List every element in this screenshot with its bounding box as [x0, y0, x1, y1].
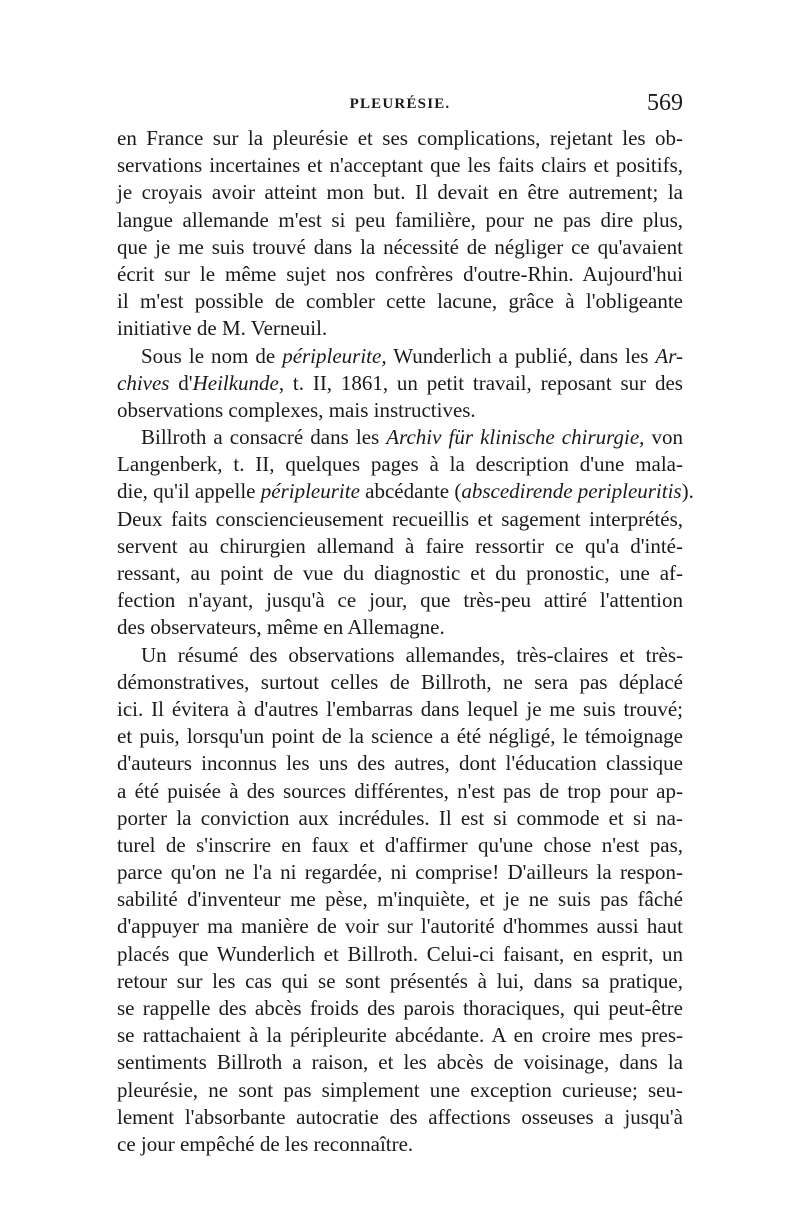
italic-title: Archiv für klinische chirurgie,	[386, 425, 645, 450]
text-line: parce qu'on ne l'a ni regardée, ni comprise! D'ailleurs la respon-	[117, 860, 683, 885]
text-line: je croyais avoir atteint mon but. Il devait en être autrement; la	[117, 180, 683, 205]
body-text	[117, 125, 694, 1158]
text-run: d'	[169, 370, 193, 395]
text-line: en France sur la pleurésie et ses complications, rejetant les ob-	[117, 126, 683, 150]
text-line	[117, 424, 683, 451]
running-head	[117, 90, 683, 122]
text-line: placés que Wunderlich et Billroth. Celui-ci faisant, en esprit, un	[117, 941, 683, 966]
text-line: servations incertaines et n'acceptant que les faits clairs et positifs,	[117, 153, 683, 178]
text-run: die, qu'il appelle	[117, 479, 261, 504]
text-line: écrit sur le même sujet nos confrères d'outre-Rhin. Aujourd'hui	[117, 261, 683, 286]
text-line: Deux faits consciencieusement recueillis et sagement interprétés,	[117, 506, 683, 531]
text-line: lement l'absorbante autocratie des affections osseuses a jusqu'à	[117, 1104, 683, 1129]
text-line: servent au chirurgien allemand à faire ressortir ce qu'a d'inté-	[117, 533, 683, 558]
text-line	[117, 370, 683, 397]
paragraph-3	[117, 424, 694, 642]
text-run: Billroth a consacré dans les	[141, 425, 387, 450]
text-line: initiative de M. Verneuil.	[117, 316, 328, 341]
text-line: que je me suis trouvé dans la nécessité de négliger ce qu'avaient	[117, 234, 683, 259]
text-line: porter la conviction aux incrédules. Il est si commode et si na-	[117, 805, 683, 830]
text-run: ).	[681, 479, 694, 504]
text-line: observations complexes, mais instructives.	[117, 397, 476, 422]
text-line: d'auteurs inconnus les uns des autres, dont l'éducation classique	[117, 751, 683, 776]
running-title: PLEURÉSIE.	[349, 96, 451, 112]
italic-title: Ar-	[655, 343, 683, 368]
italic-title: chives	[117, 370, 170, 395]
text-run: , t. II, 1861, un petit travail, reposant sur des	[278, 370, 683, 395]
text-line: fection n'ayant, jusqu'à ce jour, que très-peu attiré l'attention	[117, 588, 683, 613]
text-line: pleurésie, ne sont pas simplement une exception curieuse; seu-	[117, 1077, 683, 1102]
text-line: a été puisée à des sources différentes, n'est pas de trop pour ap-	[117, 778, 683, 803]
text-line: sabilité d'inventeur me pèse, m'inquiète, et je ne suis pas fâché	[117, 887, 683, 912]
text-line: démonstratives, surtout celles de Billroth, ne sera pas déplacé	[117, 669, 683, 694]
text-line: se rappelle des abcès froids des parois thoraciques, qui peut-être	[117, 996, 683, 1020]
page-number: 569	[647, 90, 683, 116]
paragraph-1	[117, 125, 683, 343]
text-run: Wunderlich a publié, dans les	[386, 343, 656, 368]
text-line: Un résumé des observations allemandes, très-claires et très-	[141, 642, 683, 667]
text-run: Sous le nom de	[141, 343, 283, 368]
text-line: ressant, au point de vue du diagnostic et du pronostic, une af-	[117, 561, 683, 585]
italic-title: Heilkunde	[192, 370, 279, 395]
text-line: turel de s'inscrire en faux et d'affirmer qu'une chose n'est pas,	[117, 832, 683, 857]
italic-term: abscedirende peripleuritis	[461, 479, 682, 504]
text-line: ici. Il évitera à d'autres l'embarras dans lequel je me suis trouvé;	[117, 696, 683, 721]
text-line	[117, 343, 683, 370]
italic-term: péripleurite	[260, 479, 360, 504]
italic-term: péripleurite,	[282, 343, 387, 368]
text-line: retour sur les cas qui se sont présentés à lui, dans sa pratique,	[117, 968, 683, 993]
text-line: et puis, lorsqu'un point de la science a été négligé, le témoignage	[117, 724, 683, 749]
text-line: ce jour empêché de les reconnaître.	[117, 1131, 414, 1156]
paragraph-4	[117, 642, 683, 1159]
text-line: se rattachaient à la péripleurite abcédante. A en croire mes pres-	[117, 1023, 683, 1048]
text-line	[117, 478, 694, 505]
text-run: von	[644, 425, 684, 450]
text-line: Langenberk, t. II, quelques pages à la description d'une mala-	[117, 452, 683, 477]
text-line: d'appuyer ma manière de voir sur l'autorité d'hommes aussi haut	[117, 914, 683, 939]
text-run: abcédante (	[359, 479, 462, 504]
paragraph-2	[117, 343, 683, 425]
text-line: langue allemande m'est si peu familière, pour ne pas dire plus,	[117, 207, 683, 232]
text-line: il m'est possible de combler cette lacune, grâce à l'obligeante	[117, 289, 683, 314]
text-line: des observateurs, même en Allemagne.	[117, 615, 445, 640]
text-line: sentiments Billroth a raison, et les abcès de voisinage, dans la	[117, 1050, 683, 1075]
